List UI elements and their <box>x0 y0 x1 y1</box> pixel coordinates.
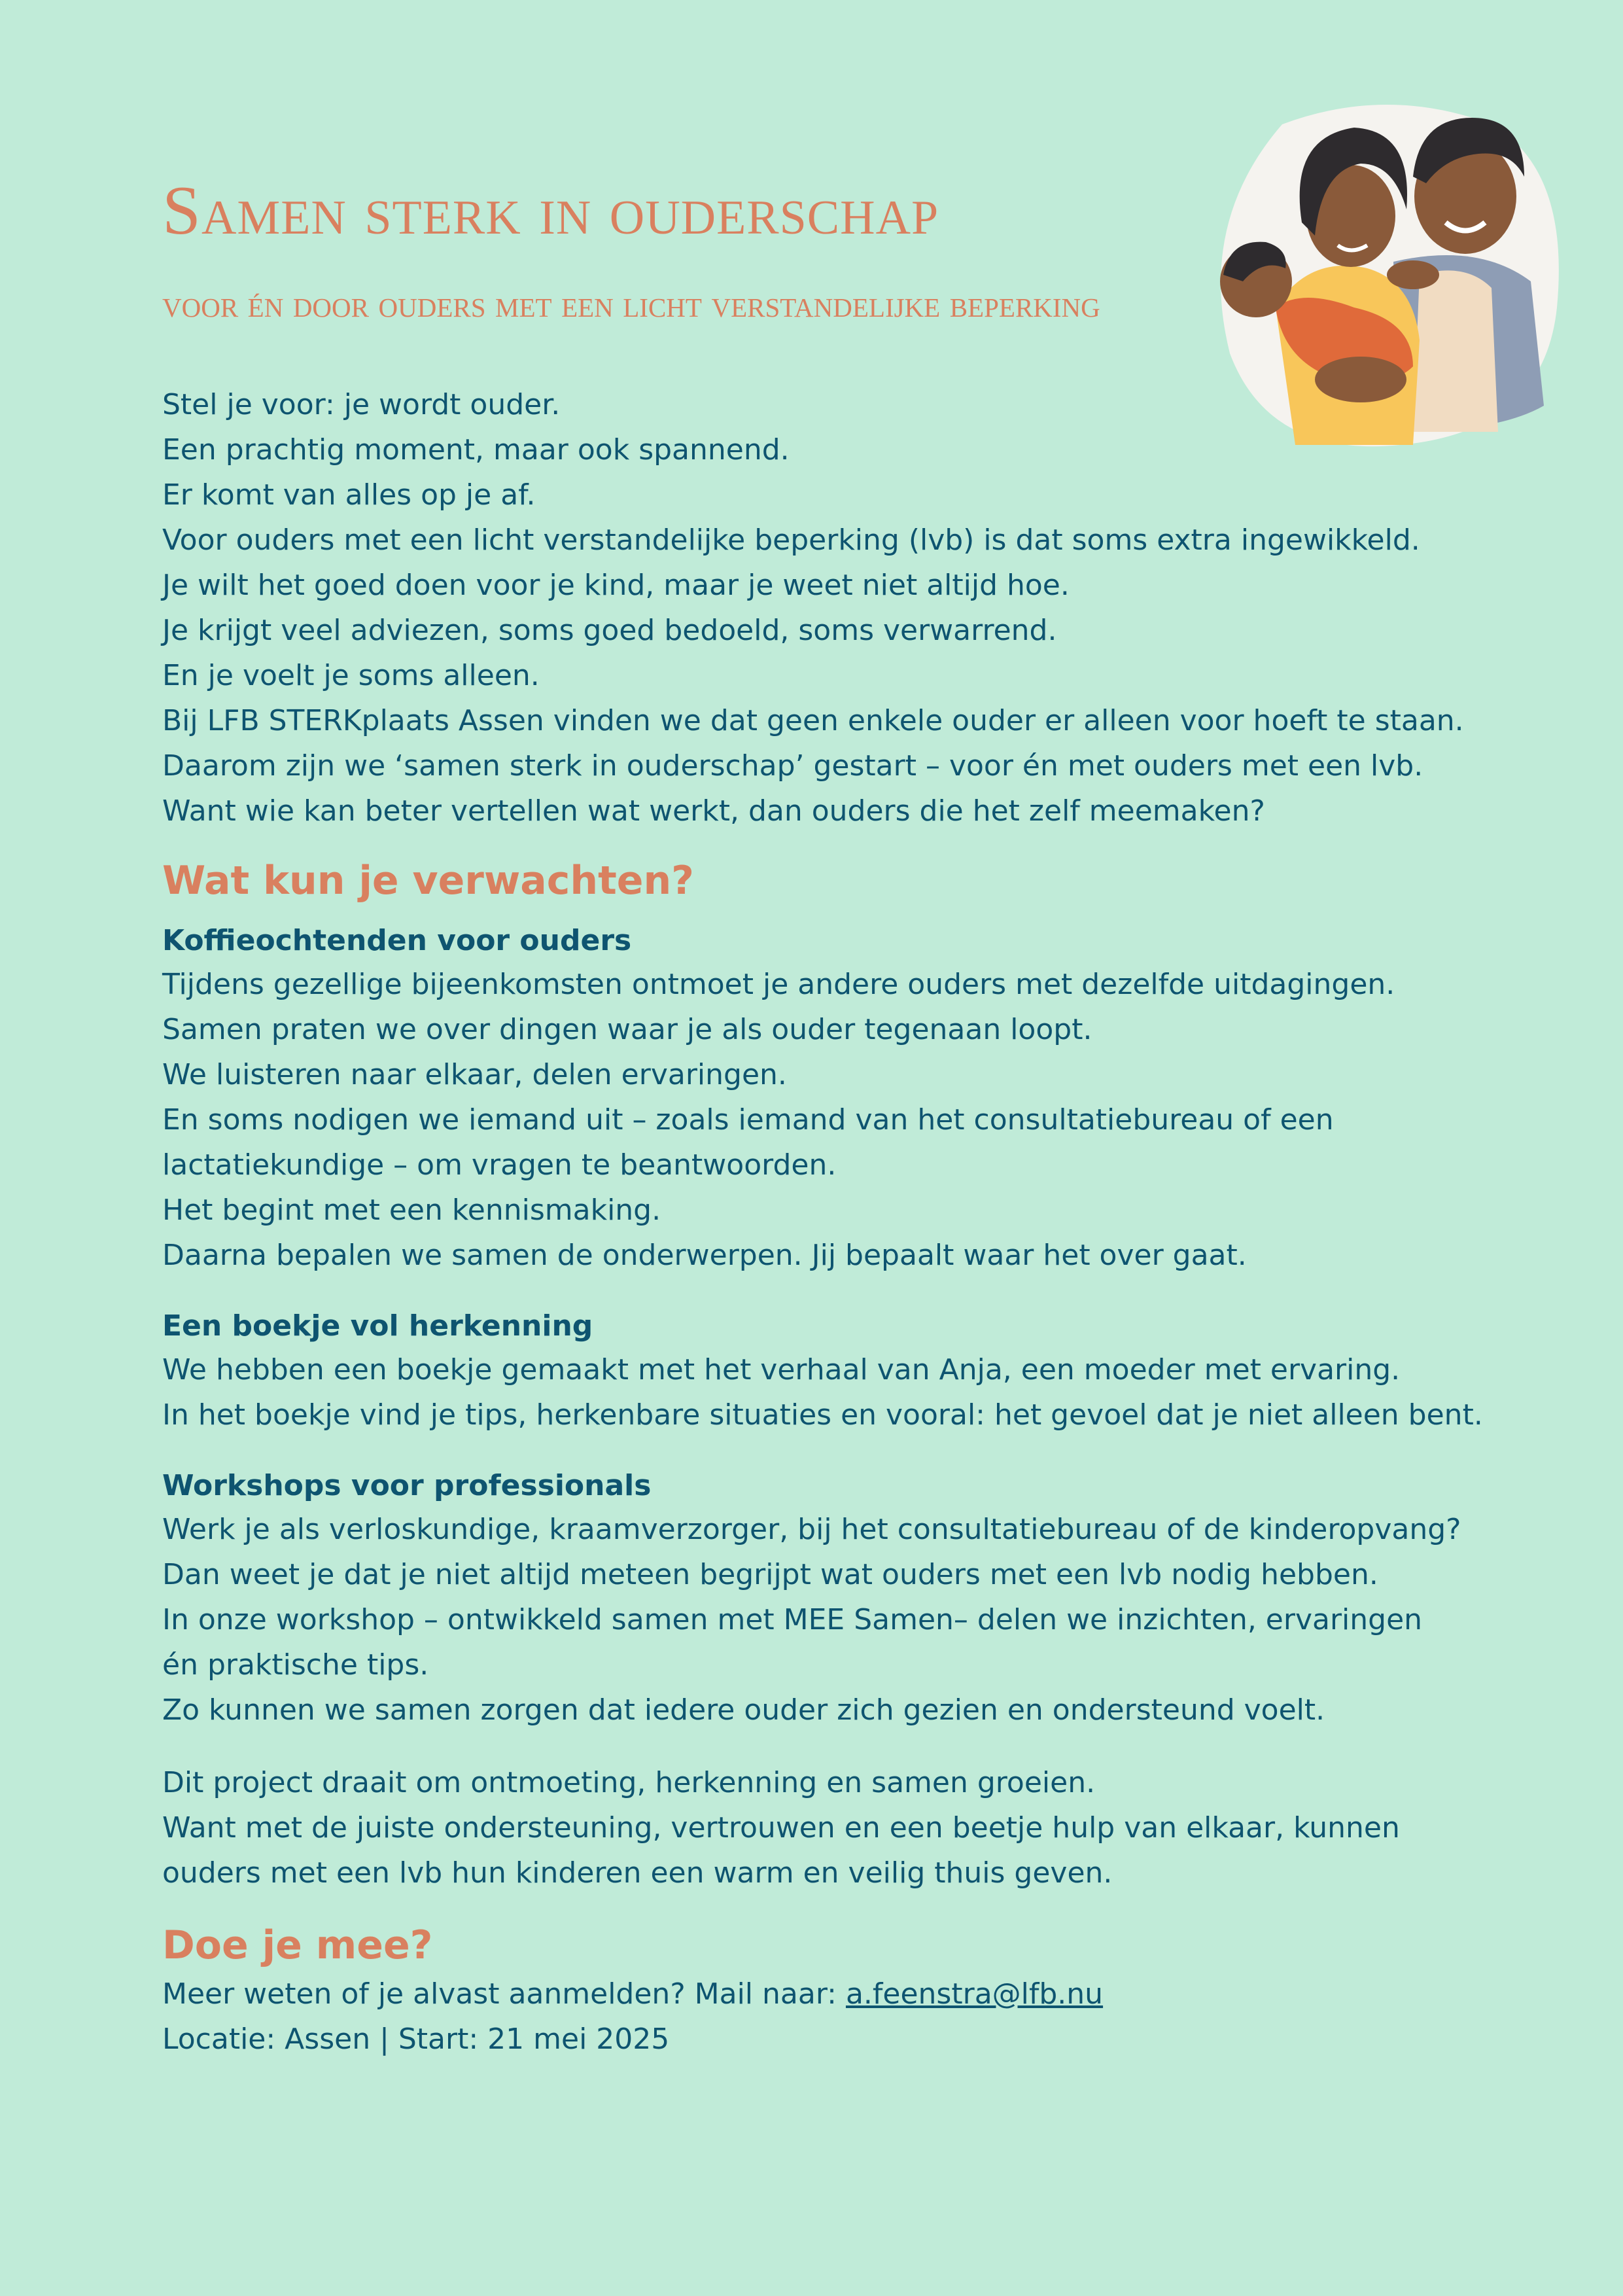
coffee-line: En soms nodigen we iemand uit – zoals iemand van het consultatiebureau of een <box>162 1103 1334 1137</box>
workshops-line: én praktische tips. <box>162 1648 429 1682</box>
page-subtitle: voor én door ouders met een licht verstandelijke beperking <box>162 283 1100 325</box>
booklet-line: In het boekje vind je tips, herkenbare situaties en vooral: het gevoel dat je niet alleen bent. <box>162 1398 1483 1432</box>
page-title: Samen sterk in ouderschap <box>162 172 939 249</box>
intro-section <box>162 382 1484 834</box>
workshops-line: Zo kunnen we samen zorgen dat iedere ouder zich gezien en ondersteund voelt. <box>162 1693 1325 1727</box>
booklet-section <box>162 1305 1484 1438</box>
coffee-line: Samen praten we over dingen waar je als ouder tegenaan loopt. <box>162 1013 1092 1046</box>
intro-line: Stel je voor: je wordt ouder. <box>162 388 561 421</box>
workshops-section <box>162 1465 1484 1733</box>
intro-line: Voor ouders met een licht verstandelijke beperking (lvb) is dat soms extra ingewikkeld. <box>162 523 1420 557</box>
coffee-line: Tijdens gezellige bijeenkomsten ontmoet je andere ouders met dezelfde uitdagingen. <box>162 968 1395 1001</box>
intro-line: Een prachtig moment, maar ook spannend. <box>162 433 790 467</box>
contact-prefix: Meer weten of je alvast aanmelden? Mail naar: <box>162 1977 846 2011</box>
closing-line: ouders met een lvb hun kinderen een warm en veilig thuis geven. <box>162 1856 1113 1890</box>
workshops-line: In onze workshop – ontwikkeld samen met MEE Samen– delen we inzichten, ervaringen <box>162 1603 1423 1636</box>
intro-line: Je wilt het goed doen voor je kind, maar je weet niet altijd hoe. <box>162 569 1070 602</box>
intro-line: Je krijgt veel adviezen, soms goed bedoeld, soms verwarrend. <box>162 614 1057 647</box>
booklet-line: We hebben een boekje gemaakt met het verhaal van Anja, een moeder met ervaring. <box>162 1353 1401 1386</box>
main-content <box>162 382 1484 2062</box>
closing-line: Dit project draait om ontmoeting, herkenning en samen groeien. <box>162 1766 1096 1799</box>
location-line: Locatie: Assen | Start: 21 mei 2025 <box>162 2022 670 2056</box>
email-link[interactable]: a.feenstra@lfb.nu <box>845 1977 1104 2011</box>
workshops-line: Werk je als verloskundige, kraamverzorger, bij het consultatiebureau of de kinderopvang? <box>162 1513 1461 1546</box>
closing-section <box>162 1760 1484 1896</box>
coffee-line: Het begint met een kennismaking. <box>162 1193 661 1227</box>
section-heading-join: Doe je mee? <box>162 1922 433 1968</box>
intro-line: Daarom zijn we ‘samen sterk in ouderschap’ gestart – voor én met ouders met een lvb. <box>162 749 1423 783</box>
coffee-line: lactatiekundige – om vragen te beantwoorden. <box>162 1148 837 1182</box>
intro-line: Er komt van alles op je af. <box>162 478 536 512</box>
coffee-section <box>162 920 1484 1278</box>
coffee-line: We luisteren naar elkaar, delen ervaringen. <box>162 1058 787 1091</box>
closing-line: Want met de juiste ondersteuning, vertrouwen en een beetje hulp van elkaar, kunnen <box>162 1811 1400 1845</box>
workshops-line: Dan weet je dat je niet altijd meteen begrijpt wat ouders met een lvb nodig hebben. <box>162 1558 1378 1591</box>
booklet-heading: Een boekje vol herkenning <box>162 1309 593 1343</box>
intro-line: Bij LFB STERKplaats Assen vinden we dat geen enkele ouder er alleen voor hoeft te staan. <box>162 704 1464 737</box>
contact-line <box>162 1971 1484 2017</box>
intro-line: En je voelt je soms alleen. <box>162 659 540 692</box>
section-heading-expect: Wat kun je verwachten? <box>162 858 694 904</box>
workshops-heading: Workshops voor professionals <box>162 1469 652 1502</box>
intro-line: Want wie kan beter vertellen wat werkt, dan ouders die het zelf meemaken? <box>162 794 1265 828</box>
coffee-heading: Koffieochtenden voor ouders <box>162 924 632 957</box>
coffee-line: Daarna bepalen we samen de onderwerpen. Jij bepaalt waar het over gaat. <box>162 1239 1247 1272</box>
